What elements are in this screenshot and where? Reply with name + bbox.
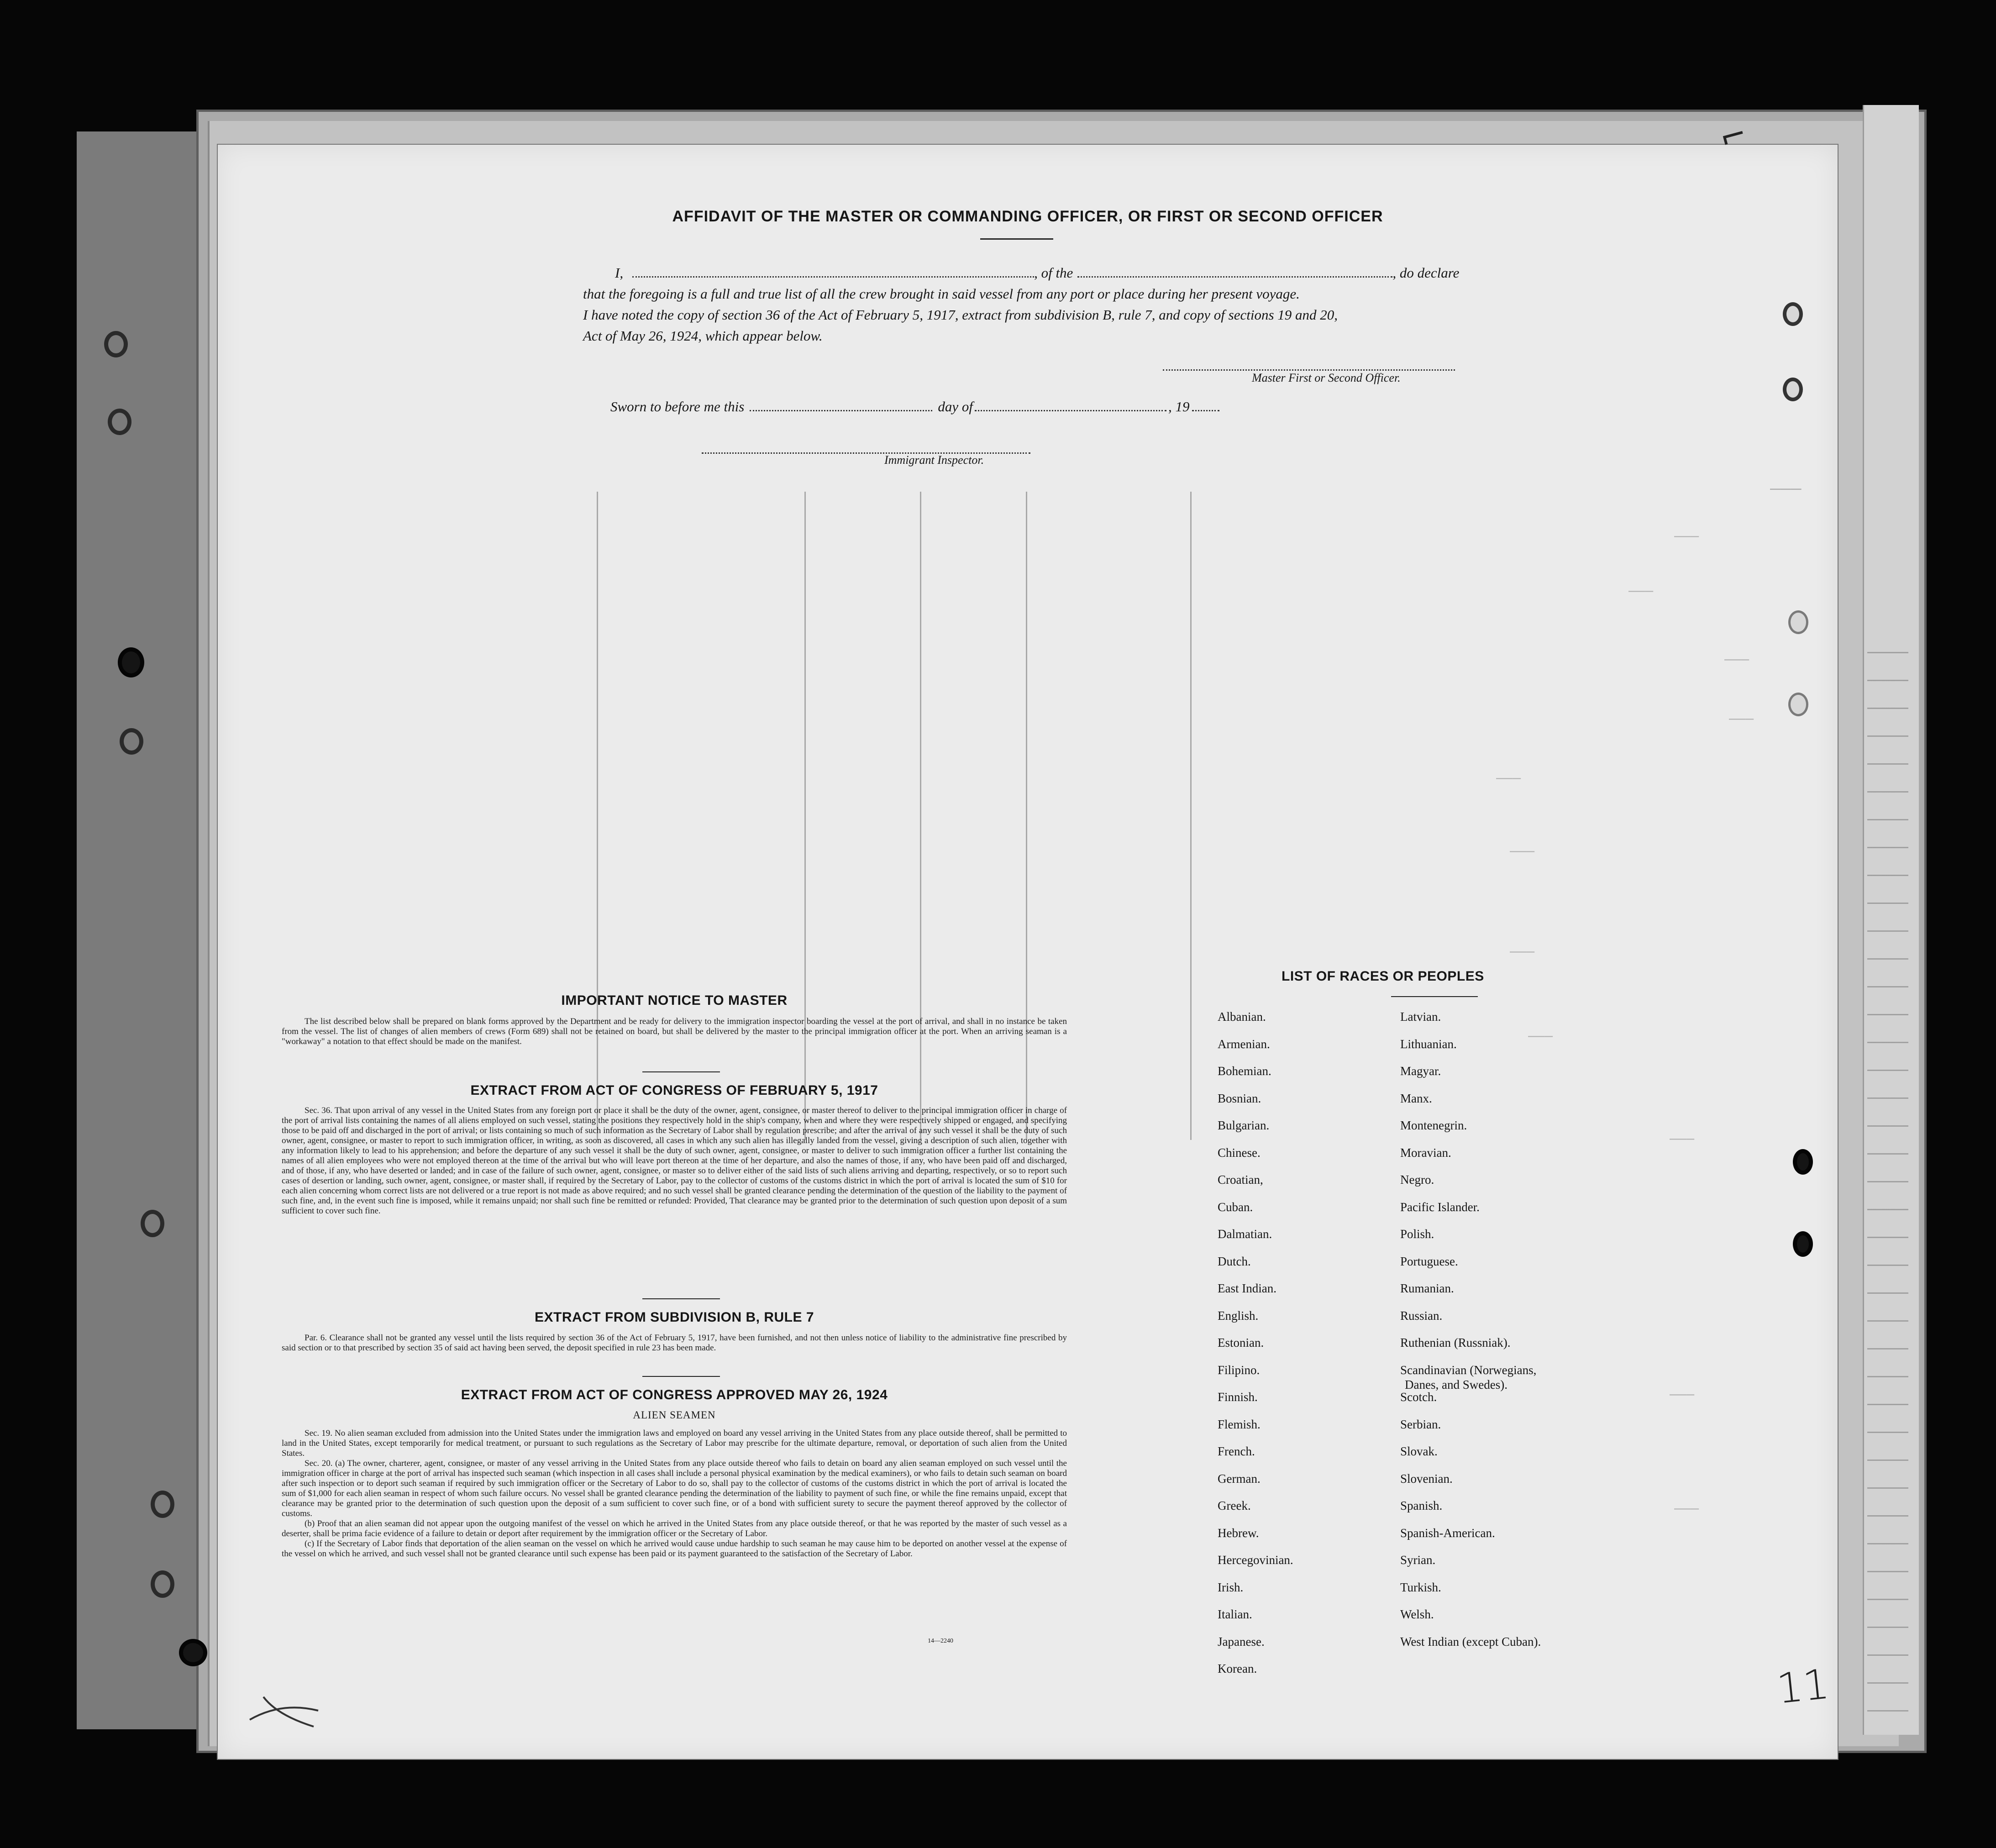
race-item: Slovak.	[1400, 1444, 1438, 1458]
binder-hole-icon	[179, 1639, 207, 1666]
alien-seamen-heading: ALIEN SEAMEN	[633, 1409, 716, 1421]
extract-1924-title: EXTRACT FROM ACT OF CONGRESS APPROVED MAY 26, 1924	[461, 1387, 888, 1402]
race-item: Flemish.	[1218, 1417, 1261, 1431]
race-item: Filipino.	[1218, 1363, 1260, 1377]
page-hole-icon	[1788, 610, 1808, 634]
extract-1924-body	[282, 1428, 1067, 1559]
race-item: English.	[1218, 1308, 1259, 1323]
sworn-line	[610, 398, 1219, 415]
subdivision-paragraph: Par. 6. Clearance shall not be granted any vessel until the lists required by section 36 of the Act of February 5, 1917, have been furnished, and not then unless notice of liability to the administrative fine prescribed by said section or to that prescribed by section 35 of said act having been served, the deposit specified in rule 23 has been made.	[282, 1333, 1067, 1353]
subdivision-title: EXTRACT FROM SUBDIVISION B, RULE 7	[534, 1310, 814, 1325]
bleed-through-mark: ———	[1670, 1131, 1695, 1147]
divider	[642, 1298, 720, 1299]
manifest-page	[217, 114, 1838, 1760]
race-item: Japanese.	[1218, 1634, 1265, 1648]
ruled-page-edge	[1867, 625, 1908, 1721]
sworn-month-field[interactable]	[975, 398, 1166, 411]
race-item: Hercegovinian.	[1218, 1553, 1293, 1567]
bleed-through-mark: ———	[1670, 1386, 1695, 1402]
binder-hole-icon	[151, 1570, 174, 1598]
binder-hole-icon	[141, 1210, 164, 1237]
race-item: Korean.	[1218, 1662, 1257, 1675]
page-hole-icon	[1783, 378, 1803, 401]
race-item: Montenegrin.	[1400, 1118, 1467, 1132]
day-of-label: day of	[938, 399, 973, 415]
declaration-line-1	[583, 262, 1692, 284]
bleed-through-mark: ———	[1724, 651, 1749, 667]
race-item: Negro.	[1400, 1173, 1434, 1186]
master-signature-label: Master First or Second Officer.	[1252, 371, 1401, 384]
race-item: Welsh.	[1400, 1607, 1434, 1621]
race-item: Slovenian.	[1400, 1471, 1453, 1486]
race-item: Croatian,	[1218, 1173, 1263, 1186]
inspector-label: Immigrant Inspector.	[884, 453, 984, 467]
race-item: Spanish-American.	[1400, 1526, 1495, 1540]
race-item: Cuban.	[1218, 1200, 1253, 1214]
declaration-line-2: that the foregoing is a full and true list of all the crew brought in said vessel from any port or place during her present voyage.	[583, 286, 1300, 302]
year-label: , 19	[1168, 399, 1190, 415]
binder-hole-icon	[104, 331, 128, 357]
race-item: Ruthenian (Russniak).	[1400, 1336, 1511, 1349]
races-title-underline	[1391, 996, 1478, 997]
subdivision-body	[282, 1333, 1067, 1353]
extract-1917-title: EXTRACT FROM ACT OF CONGRESS OF FEBRUARY 5, 1917	[470, 1083, 878, 1098]
affidavit-declaration	[583, 262, 1692, 346]
race-item: Latvian.	[1400, 1010, 1441, 1024]
bleed-through-mark: ———	[1496, 770, 1521, 786]
declaration-line-3: I have noted the copy of section 36 of the Act of February 5, 1917, extract from subdivision B, rule 7, and copy of sections 19 and 20,	[583, 307, 1338, 323]
do-declare-label: , do declare	[1392, 265, 1460, 281]
page-hole-icon	[1783, 302, 1803, 326]
race-item: Bosnian.	[1218, 1091, 1261, 1105]
race-item: Armenian.	[1218, 1037, 1270, 1051]
affidavit-title: AFFIDAVIT OF THE MASTER OR COMMANDING OFFICER, OR FIRST OR SECOND OFFICER	[672, 208, 1383, 225]
handwritten-mark: ⌐	[1715, 114, 1751, 158]
race-item: Bulgarian.	[1218, 1118, 1270, 1132]
race-item: Manx.	[1400, 1091, 1432, 1105]
race-item: West Indian (except Cuban).	[1400, 1634, 1541, 1648]
sec-20c-paragraph: (c) If the Secretary of Labor finds that deportation of the alien seaman on the vessel on which he arrived would cause undue hardship to such seaman he may cause him to be deported on another vessel at the expense of the vessel on which he arrived, and such vessel shall not be granted clearance until such expense has been paid or its payment guaranteed to the satisfaction of the Secretary of Labor.	[282, 1539, 1067, 1559]
race-item: Russian.	[1400, 1308, 1443, 1323]
vessel-name-field[interactable]	[1077, 263, 1392, 278]
race-item: Italian.	[1218, 1607, 1252, 1621]
race-item: Irish.	[1218, 1580, 1244, 1594]
handwritten-x-mark	[245, 1692, 323, 1729]
master-name-field[interactable]	[632, 263, 1034, 278]
of-the-label: , of the	[1034, 265, 1073, 281]
extract-1917-paragraph: Sec. 36. That upon arrival of any vessel in the United States from any foreign port or place it shall be the duty of the owner, agent, consignee, or master thereof to deliver to the principal immigration officer in charge of the port of arrival lists containing the names of all aliens employed on such vessel, stating the positions they respectively hold in the ship's company, when and where they were respectively shipped or engaged, and specifying those to be paid off and discharged in the port of arrival; or lists containing so much of such information as the Secretary of Labor shall by regulation prescribe; and after the arrival of any such vessel it shall be the duty of such owner, agent, consignee, or master to report to such immigration officer, in writing, as soon as discovered, all cases in which any such alien has illegally landed from the vessel, giving a description of such alien, together with any information likely to lead to his apprehension; and before the departure of any such vessel it shall be the duty of such owner, agent, consignee, or master to deliver to such immigration officer a further list containing the names of all alien employees who were not employed thereon at the time of the arrival but who will leave port thereon at the time of her departure, and also the names of those, if any, who have been paid off and discharged, and of those, if any, who have deserted or landed; and in case of the failure of such owner, agent, consignee, or master so to deliver either of the said lists of such aliens arriving and departing, respectively, or so to report such cases of desertion or landing, such owner, agent, consignee, or master shall, if required by the Secretary of Labor, pay to the collector of customs of the customs district in which the port of arrival is located the sum of $10 for each alien concerning whom correct lists are not delivered or a true report is not made as above required; and no such vessel shall be granted clearance pending the determination of the question of the liability to the payment of such fine, and, in the event such fine is imposed, while it remains unpaid; nor shall such fine be remitted or refunded: Provided, That clearance may be granted prior to the determination of such question upon deposit of a sum sufficient to cover such fine.	[282, 1106, 1067, 1216]
bleed-through-mark: ———	[1510, 944, 1535, 960]
notice-title: IMPORTANT NOTICE TO MASTER	[561, 993, 788, 1008]
race-item: Magyar.	[1400, 1064, 1441, 1078]
race-item: Spanish.	[1400, 1499, 1443, 1512]
bleed-through-mark: ———	[1729, 711, 1754, 727]
race-item: Polish.	[1400, 1227, 1434, 1241]
page-hole-icon	[1793, 1231, 1813, 1257]
race-item: Dalmatian.	[1218, 1227, 1272, 1241]
race-item: East Indian.	[1218, 1281, 1276, 1295]
race-item: Hebrew.	[1218, 1526, 1259, 1540]
race-item: Scotch.	[1400, 1390, 1437, 1404]
race-item: Syrian.	[1400, 1553, 1436, 1567]
bleed-through-mark: ———	[1510, 843, 1535, 859]
notice-body	[282, 1017, 1067, 1047]
race-item: Scandinavian (Norwegians,	[1400, 1363, 1537, 1377]
bleed-through-mark: ———	[1674, 528, 1699, 544]
races-title: LIST OF RACES OR PEOPLES	[1282, 969, 1484, 984]
race-item: Moravian.	[1400, 1145, 1451, 1160]
declaration-i: I,	[615, 265, 624, 281]
race-item: French.	[1218, 1444, 1255, 1458]
divider	[642, 1071, 720, 1072]
handwritten-page-number: 11	[1774, 1660, 1832, 1713]
title-underline	[980, 238, 1053, 240]
bleed-through-mark: ———	[1674, 1501, 1699, 1517]
declaration-line-4: Act of May 26, 1924, which appear below.	[583, 328, 823, 344]
race-item: Finnish.	[1218, 1390, 1258, 1404]
race-item: Serbian.	[1400, 1417, 1441, 1431]
bleed-through-line	[1190, 492, 1192, 1140]
race-item: Greek.	[1218, 1499, 1251, 1512]
race-item: Turkish.	[1400, 1580, 1441, 1594]
bleed-through-mark: ———	[1628, 583, 1654, 599]
sworn-year-field[interactable]	[1192, 398, 1219, 411]
race-item: Lithuanian.	[1400, 1037, 1457, 1051]
sworn-label: Sworn to before me this	[610, 399, 745, 415]
race-item: Pacific Islander.	[1400, 1200, 1480, 1214]
race-item: Albanian.	[1218, 1010, 1266, 1024]
page-hole-icon	[1788, 693, 1808, 716]
sec-19-paragraph: Sec. 19. No alien seaman excluded from admission into the United States under the immigration laws and employed on board any vessel arriving in the United States from any place outside thereof, shall be permitted to land in the United States, except temporarily for medical treatment, or pursuant to such regulations as the Secretary of Labor may prescribe for the ultimate departure, removal, or deportation of such alien from the United States.	[282, 1428, 1067, 1458]
bleed-through-mark: ———	[1770, 478, 1802, 498]
form-number: 14—2240	[928, 1638, 953, 1644]
notice-paragraph: The list described below shall be prepared on blank forms approved by the Department and be ready for delivery to the immigration inspector boarding the vessel at the port of arrival, and shall in no instance be taken from the vessel. The list of changes of alien members of crews (Form 689) shall not be retained on board, but shall be delivered by the master to the principal immigration officer at the port. When an arriving seaman is a "workaway" a notation to that effect should be made on the manifest.	[282, 1017, 1067, 1046]
binder-hole-icon	[120, 728, 143, 755]
sworn-day-field[interactable]	[750, 398, 932, 411]
bleed-through-mark: ———	[1528, 1028, 1553, 1044]
race-item: Rumanian.	[1400, 1281, 1454, 1295]
master-signature-field[interactable]	[1163, 368, 1455, 371]
page-hole-icon	[1793, 1149, 1813, 1175]
race-item: German.	[1218, 1471, 1261, 1486]
extract-1917-body	[282, 1106, 1067, 1216]
binder-hole-icon	[151, 1491, 174, 1518]
race-item: Estonian.	[1218, 1336, 1264, 1349]
race-item: Dutch.	[1218, 1254, 1251, 1268]
race-item: Danes, and Swedes).	[1405, 1377, 1508, 1391]
sec-20a-paragraph: Sec. 20. (a) The owner, charterer, agent, consignee, or master of any vessel arriving in the United States from any place outside thereof who fails to detain on board any alien seaman employed on such vessel until the immigration officer in charge at the port of arrival has inspected such seaman (which inspection in all cases shall include a personal physical examination by the medical examiners), or who fails to detain such seaman on board after such inspection or to deport such seaman if required by such immigration officer or the Secretary of Labor to do so, shall pay to the collector of customs of the customs district in which the port of arrival is located the sum of $1,000 for each alien seaman in respect of whom such failure occurs. No vessel shall be granted clearance pending the determination of the liability to payment of such fine, or while the fine remains unpaid, except that clearance may be granted prior to the determination of such question upon the deposit of a sum sufficient to cover such fine, or of a bond with sufficient surety to secure the payment thereof approved by the collector of customs.	[282, 1459, 1067, 1518]
binder-hole-icon	[108, 409, 131, 435]
race-item: Portuguese.	[1400, 1254, 1458, 1268]
divider	[642, 1376, 720, 1377]
race-item: Chinese.	[1218, 1145, 1261, 1160]
race-item: Bohemian.	[1218, 1064, 1271, 1078]
sec-20b-paragraph: (b) Proof that an alien seaman did not appear upon the outgoing manifest of the vessel on which he arrived in the United States from any place outside thereof, or that he was reported by the master of such vessel as a deserter, shall be prima facie evidence of a failure to detain or deport after requirement by the immigration officer or the Secretary of Labor.	[282, 1519, 1067, 1538]
binder-hole-icon	[118, 647, 144, 677]
